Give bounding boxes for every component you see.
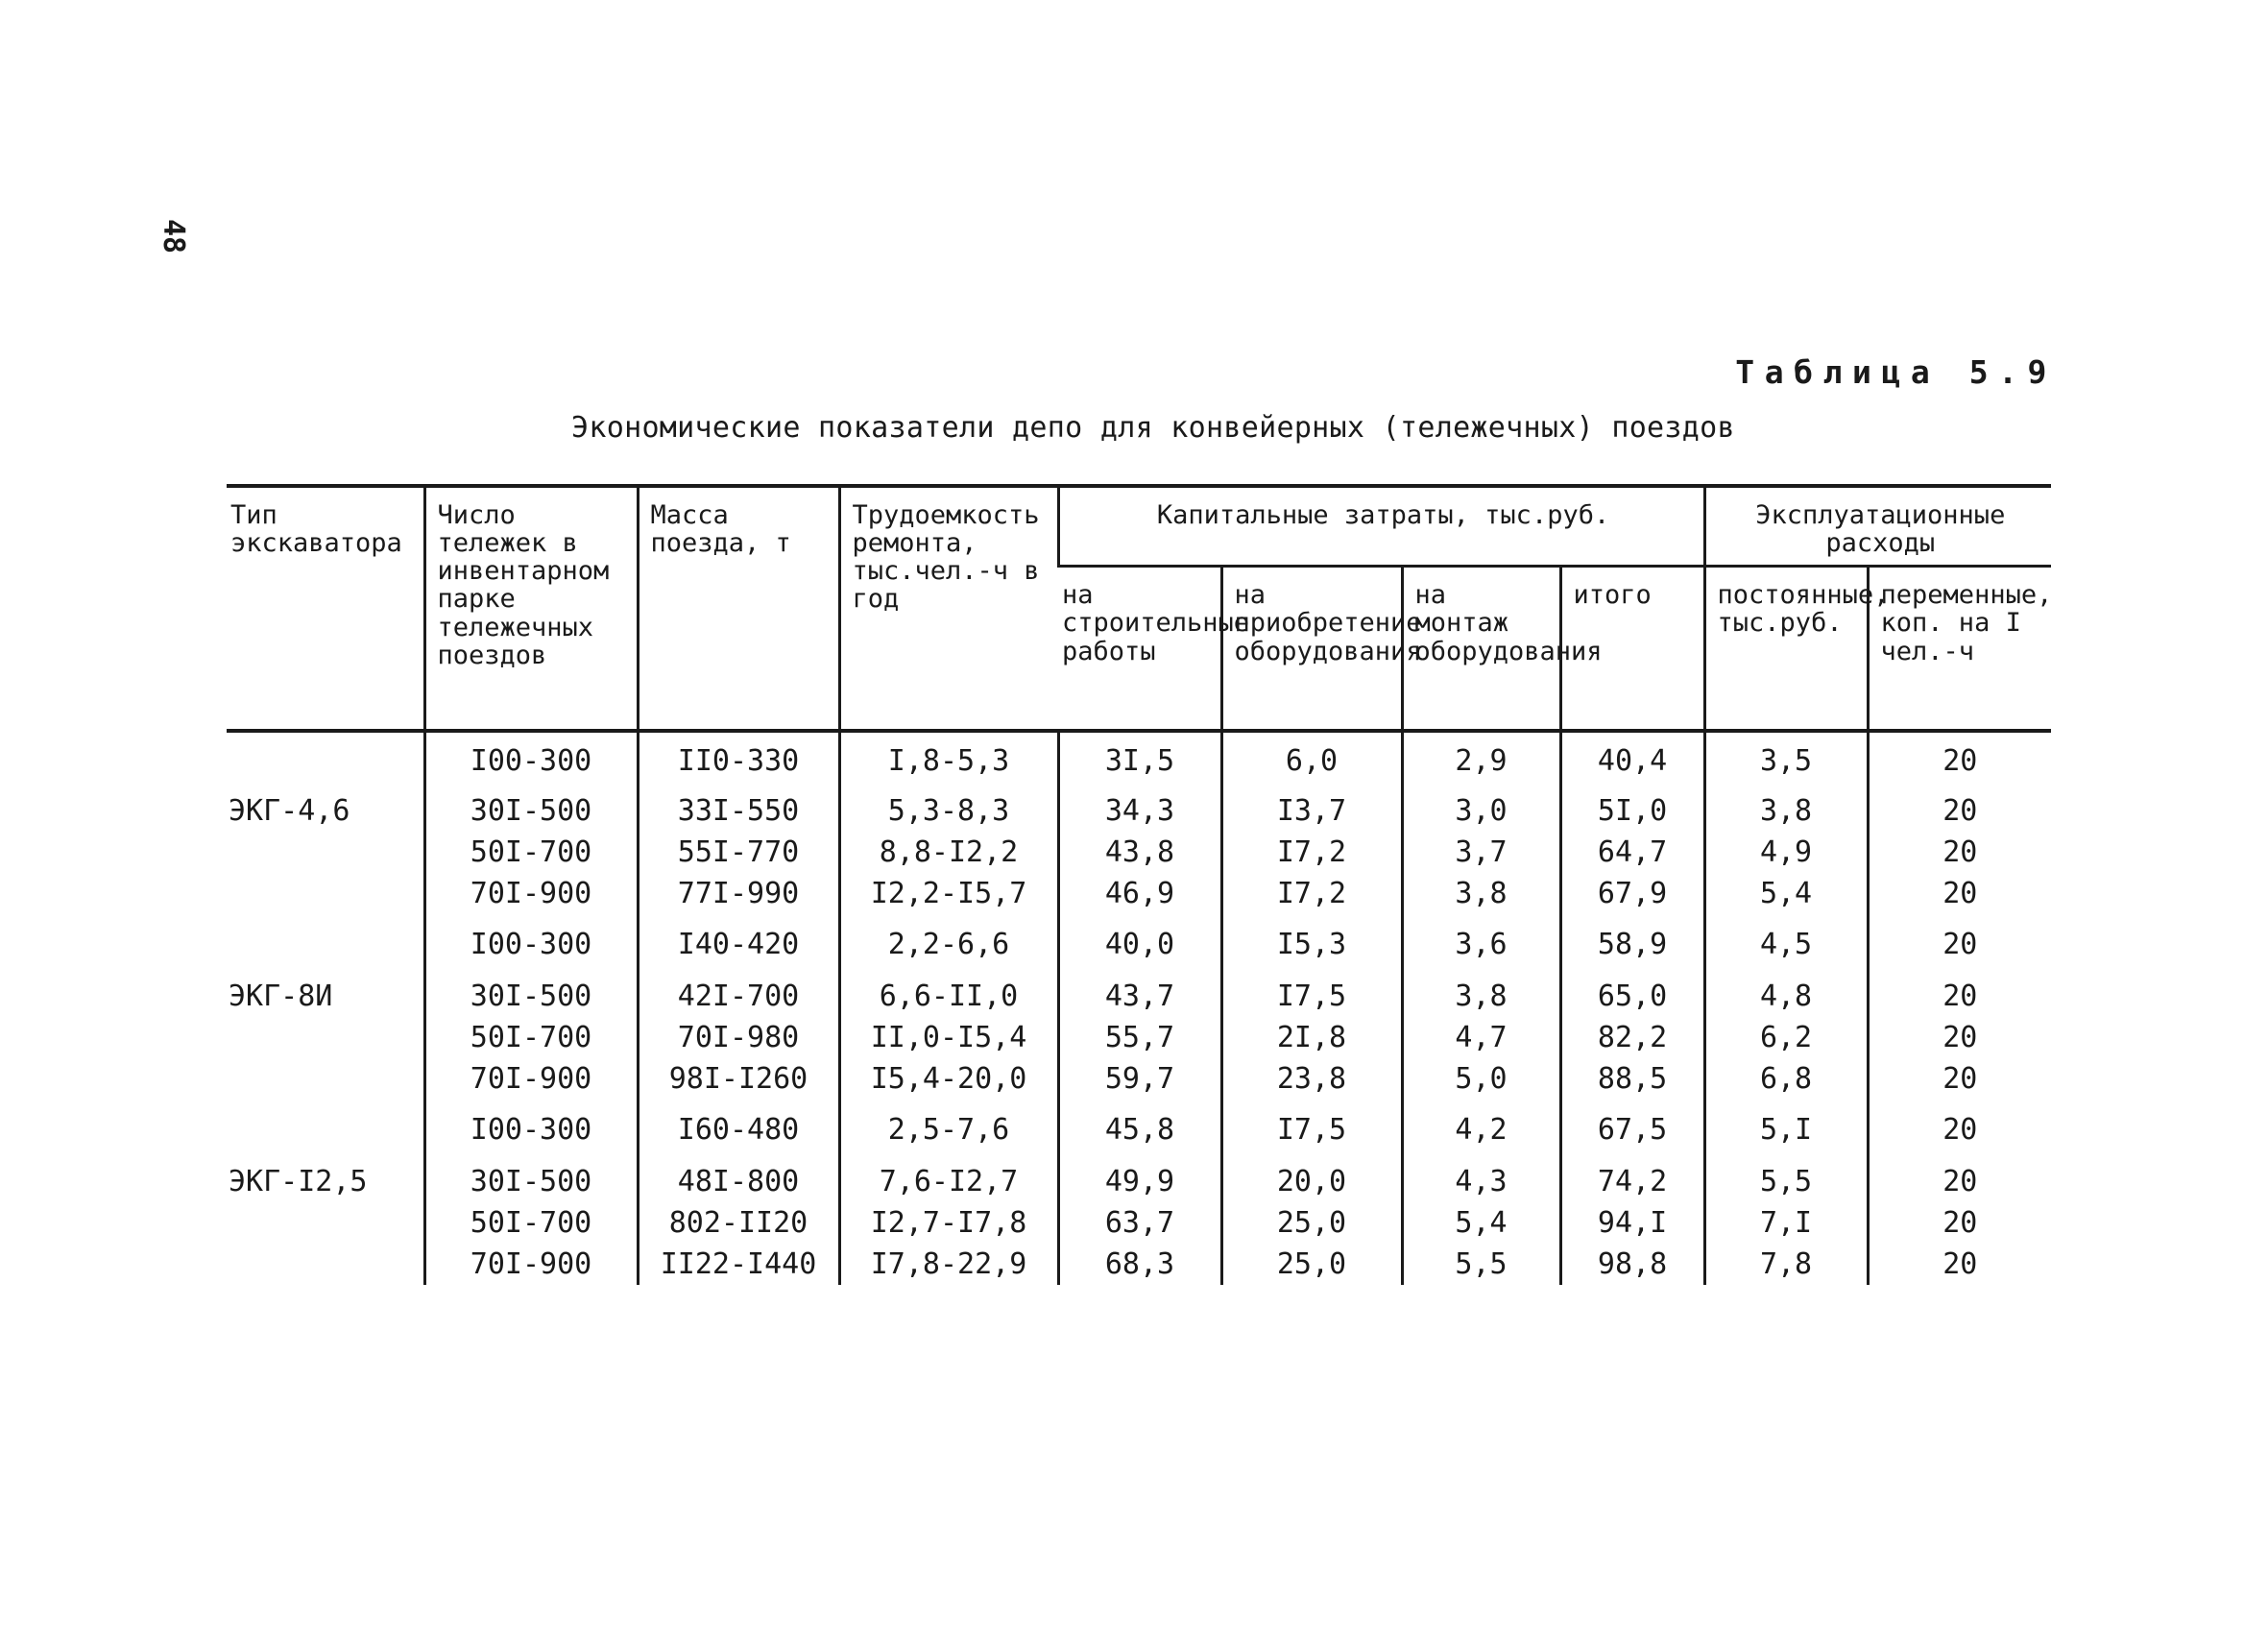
header-capital-costs: Капитальные затраты, тыс.руб. — [1058, 486, 1704, 567]
header-variable: переменные, коп. на I чел.-ч — [1868, 567, 2051, 732]
cell-excavator-model — [227, 1100, 424, 1161]
cell-equipment-purchase: 25,0 — [1221, 1202, 1402, 1244]
cell-variable: 20 — [1868, 731, 2051, 790]
cell-equipment-mounting: 5,0 — [1402, 1058, 1560, 1100]
table-header — [227, 486, 2051, 731]
cell-construction: 63,7 — [1058, 1202, 1221, 1244]
cell-construction: 55,7 — [1058, 1017, 1221, 1058]
cell-excavator-model — [227, 731, 424, 790]
header-excavator-type: Тип экскаватора — [227, 486, 424, 731]
table-row — [227, 790, 2051, 832]
cell-fixed: 3,8 — [1704, 790, 1868, 832]
cell-excavator-model: ЭКГ-I2,5 — [229, 1165, 368, 1199]
cell-excavator-model — [227, 1058, 424, 1100]
cell-fixed: 5,4 — [1704, 873, 1868, 914]
cell-train-mass: 48I-800 — [638, 1161, 839, 1202]
cell-labor: 2,5-7,6 — [839, 1100, 1058, 1161]
cell-train-mass: 802-II20 — [638, 1202, 839, 1244]
economics-table — [227, 484, 2051, 1285]
cell-train-mass: 42I-700 — [638, 976, 839, 1017]
cell-equipment-purchase: 20,0 — [1221, 1161, 1402, 1202]
cell-excavator-model — [227, 1202, 424, 1244]
cell-total: 98,8 — [1560, 1244, 1704, 1285]
cell-cart-count: I00-300 — [424, 914, 638, 976]
cell-total: 58,9 — [1560, 914, 1704, 976]
table-row — [227, 832, 2051, 873]
cell-excavator-model — [227, 1244, 424, 1285]
cell-construction: 49,9 — [1058, 1161, 1221, 1202]
cell-equipment-mounting: 4,7 — [1402, 1017, 1560, 1058]
cell-labor: 5,3-8,3 — [839, 790, 1058, 832]
cell-total: 67,9 — [1560, 873, 1704, 914]
cell-cart-count: 70I-900 — [424, 1058, 638, 1100]
cell-train-mass: 98I-I260 — [638, 1058, 839, 1100]
cell-variable: 20 — [1868, 873, 2051, 914]
cell-excavator-model — [227, 832, 424, 873]
cell-labor: I5,4-20,0 — [839, 1058, 1058, 1100]
cell-train-mass: I40-420 — [638, 914, 839, 976]
cell-fixed: 4,9 — [1704, 832, 1868, 873]
table-body — [227, 731, 2051, 1285]
cell-fixed: 6,8 — [1704, 1058, 1868, 1100]
cell-fixed: 6,2 — [1704, 1017, 1868, 1058]
cell-variable: 20 — [1868, 914, 2051, 976]
table-row — [227, 731, 2051, 790]
cell-fixed: 7,I — [1704, 1202, 1868, 1244]
header-labor: Трудоемкость ремонта, тыс.чел.-ч в год — [839, 486, 1058, 731]
cell-construction: 45,8 — [1058, 1100, 1221, 1161]
cell-total: 40,4 — [1560, 731, 1704, 790]
page-number: 48 — [157, 219, 190, 254]
cell-variable: 20 — [1868, 790, 2051, 832]
cell-equipment-purchase: I5,3 — [1221, 914, 1402, 976]
cell-fixed: 4,5 — [1704, 914, 1868, 976]
cell-equipment-mounting: 4,2 — [1402, 1100, 1560, 1161]
cell-excavator-model: ЭКГ-4,6 — [229, 794, 350, 829]
cell-variable: 20 — [1868, 1017, 2051, 1058]
cell-excavator-model: ЭКГ-8И — [229, 980, 333, 1014]
cell-equipment-purchase: 25,0 — [1221, 1244, 1402, 1285]
header-total: итого — [1560, 567, 1704, 732]
cell-labor: 6,6-II,0 — [839, 976, 1058, 1017]
cell-excavator-model — [227, 873, 424, 914]
cell-equipment-purchase: I7,2 — [1221, 873, 1402, 914]
cell-train-mass: 77I-990 — [638, 873, 839, 914]
cell-total: 67,5 — [1560, 1100, 1704, 1161]
table-row — [227, 1058, 2051, 1100]
cell-excavator-model — [227, 914, 424, 976]
cell-construction: 34,3 — [1058, 790, 1221, 832]
cell-labor: 2,2-6,6 — [839, 914, 1058, 976]
cell-variable: 20 — [1868, 1161, 2051, 1202]
cell-fixed: 5,5 — [1704, 1161, 1868, 1202]
cell-cart-count: 30I-500 — [424, 1161, 638, 1202]
cell-equipment-purchase: I7,2 — [1221, 832, 1402, 873]
cell-construction: 40,0 — [1058, 914, 1221, 976]
header-equipment-mounting: на монтаж оборудования — [1402, 567, 1560, 732]
header-construction: на строительные работы — [1058, 567, 1221, 732]
cell-equipment-purchase: 23,8 — [1221, 1058, 1402, 1100]
cell-fixed: 5,I — [1704, 1100, 1868, 1161]
cell-construction: 59,7 — [1058, 1058, 1221, 1100]
cell-train-mass: II0-330 — [638, 731, 839, 790]
cell-labor: 7,6-I2,7 — [839, 1161, 1058, 1202]
cell-cart-count: 70I-900 — [424, 1244, 638, 1285]
cell-train-mass: 70I-980 — [638, 1017, 839, 1058]
cell-labor: I2,2-I5,7 — [839, 873, 1058, 914]
table-row — [227, 1202, 2051, 1244]
table-label: Таблица 5.9 — [1735, 353, 2057, 391]
cell-train-mass: I60-480 — [638, 1100, 839, 1161]
cell-construction: 3I,5 — [1058, 731, 1221, 790]
cell-equipment-purchase: I3,7 — [1221, 790, 1402, 832]
cell-equipment-purchase: 6,0 — [1221, 731, 1402, 790]
cell-equipment-mounting: 3,8 — [1402, 976, 1560, 1017]
table-row — [227, 914, 2051, 976]
cell-variable: 20 — [1868, 976, 2051, 1017]
cell-equipment-mounting: 3,6 — [1402, 914, 1560, 976]
cell-fixed: 3,5 — [1704, 731, 1868, 790]
table-row — [227, 873, 2051, 914]
cell-cart-count: I00-300 — [424, 731, 638, 790]
cell-cart-count: 30I-500 — [424, 790, 638, 832]
table-row — [227, 1244, 2051, 1285]
table-row — [227, 976, 2051, 1017]
cell-variable: 20 — [1868, 1202, 2051, 1244]
cell-train-mass: 55I-770 — [638, 832, 839, 873]
cell-excavator-model — [227, 1017, 424, 1058]
cell-total: 65,0 — [1560, 976, 1704, 1017]
cell-cart-count: I00-300 — [424, 1100, 638, 1161]
cell-variable: 20 — [1868, 1100, 2051, 1161]
cell-train-mass: II22-I440 — [638, 1244, 839, 1285]
cell-labor: 8,8-I2,2 — [839, 832, 1058, 873]
cell-cart-count: 30I-500 — [424, 976, 638, 1017]
cell-equipment-mounting: 5,5 — [1402, 1244, 1560, 1285]
cell-total: 5I,0 — [1560, 790, 1704, 832]
table-row — [227, 1100, 2051, 1161]
cell-fixed: 7,8 — [1704, 1244, 1868, 1285]
header-train-mass: Масса поезда, т — [638, 486, 839, 731]
cell-cart-count: 70I-900 — [424, 873, 638, 914]
cell-equipment-mounting: 3,7 — [1402, 832, 1560, 873]
cell-equipment-purchase: 2I,8 — [1221, 1017, 1402, 1058]
cell-equipment-purchase: I7,5 — [1221, 976, 1402, 1017]
cell-equipment-mounting: 4,3 — [1402, 1161, 1560, 1202]
cell-labor: I,8-5,3 — [839, 731, 1058, 790]
cell-total: 74,2 — [1560, 1161, 1704, 1202]
cell-variable: 20 — [1868, 832, 2051, 873]
cell-total: 94,I — [1560, 1202, 1704, 1244]
cell-labor: I7,8-22,9 — [839, 1244, 1058, 1285]
cell-construction: 46,9 — [1058, 873, 1221, 914]
header-equipment-purchase: на приобретение оборудования — [1221, 567, 1402, 732]
cell-equipment-mounting: 3,8 — [1402, 873, 1560, 914]
cell-train-mass: 33I-550 — [638, 790, 839, 832]
cell-labor: I2,7-I7,8 — [839, 1202, 1058, 1244]
cell-total: 64,7 — [1560, 832, 1704, 873]
cell-total: 88,5 — [1560, 1058, 1704, 1100]
header-cart-count: Число тележек в инвентарном парке тележечных поездов — [424, 486, 638, 731]
cell-equipment-mounting: 3,0 — [1402, 790, 1560, 832]
cell-cart-count: 50I-700 — [424, 1202, 638, 1244]
cell-variable: 20 — [1868, 1244, 2051, 1285]
cell-equipment-mounting: 5,4 — [1402, 1202, 1560, 1244]
cell-construction: 43,8 — [1058, 832, 1221, 873]
table-row — [227, 1017, 2051, 1058]
table-title: Экономические показатели депо для конвейерных (тележечных) поездов — [571, 411, 1735, 445]
header-operating-costs: Эксплуатационные расходы — [1704, 486, 2051, 567]
cell-cart-count: 50I-700 — [424, 1017, 638, 1058]
cell-labor: II,0-I5,4 — [839, 1017, 1058, 1058]
header-fixed: постоянные, тыс.руб. — [1704, 567, 1868, 732]
table-row — [227, 1161, 2051, 1202]
cell-fixed: 4,8 — [1704, 976, 1868, 1017]
cell-total: 82,2 — [1560, 1017, 1704, 1058]
cell-construction: 43,7 — [1058, 976, 1221, 1017]
cell-cart-count: 50I-700 — [424, 832, 638, 873]
cell-equipment-mounting: 2,9 — [1402, 731, 1560, 790]
cell-equipment-purchase: I7,5 — [1221, 1100, 1402, 1161]
cell-variable: 20 — [1868, 1058, 2051, 1100]
cell-construction: 68,3 — [1058, 1244, 1221, 1285]
